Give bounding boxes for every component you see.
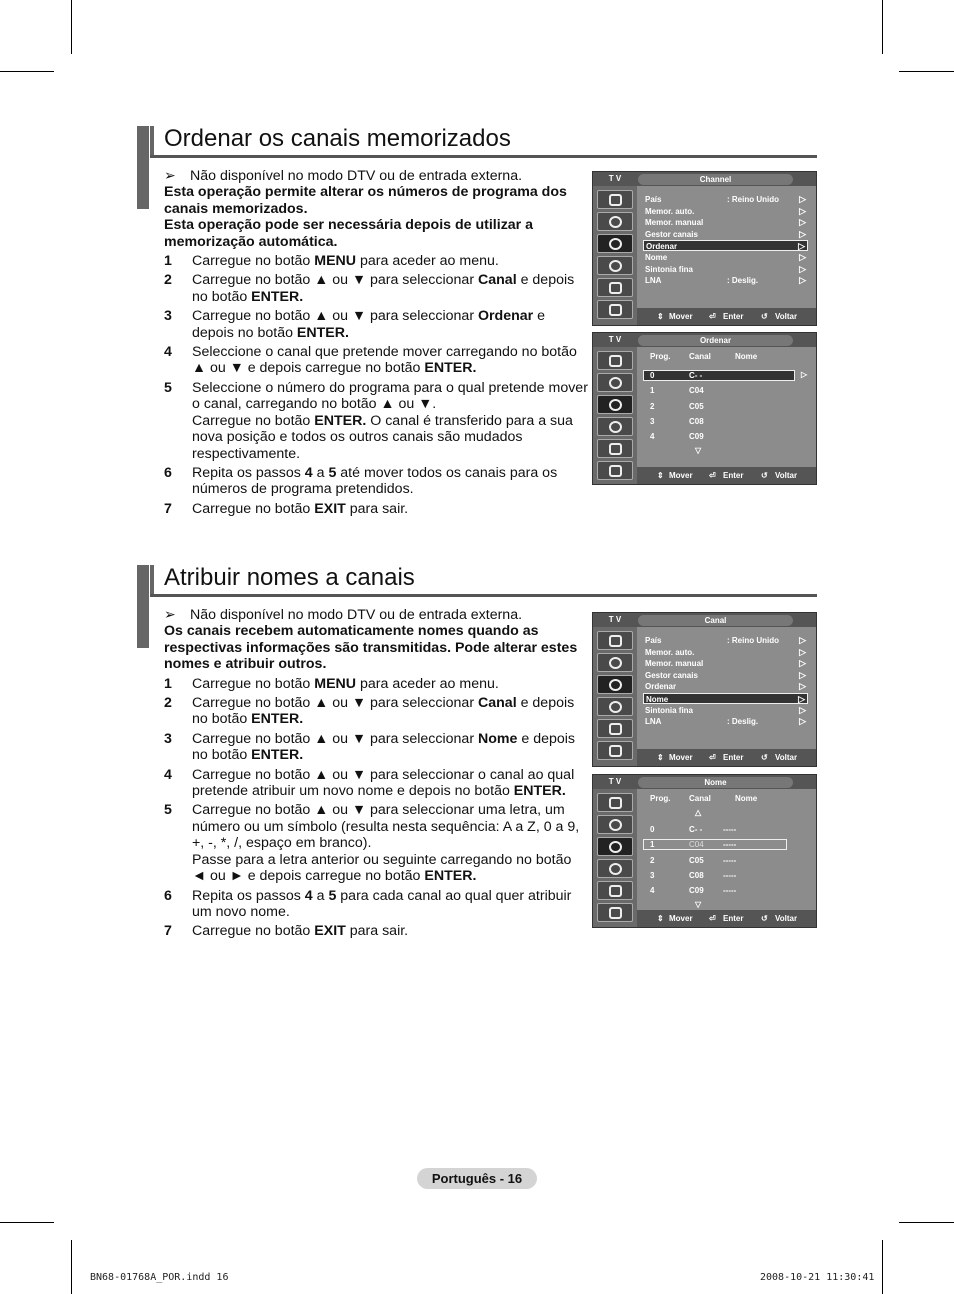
arrow-icon: ➢ [164,606,176,622]
section-bar [137,126,149,209]
setup-icon [597,859,633,878]
move-label: Mover [669,914,693,923]
osd-menu-item[interactable] [643,681,808,692]
arrow-right-icon: ▷ [799,716,806,727]
step-item [164,380,589,462]
slug-right: 2008-10-21 11:30:41 [760,1272,875,1283]
step-text: Carregue no botão ▲ ou ▼ para seleccionar Canal e depois no botão ENTER. [192,272,575,305]
step-item [164,731,589,764]
enter-label: Enter [723,312,744,321]
osd-nome: ----- [723,886,737,896]
crop-mark [71,0,72,54]
return-icon: ↺ [761,914,768,923]
back-label: Voltar [775,312,798,321]
osd-sidebar [593,789,637,927]
arrow-right-icon: ▷ [799,263,806,274]
enter-icon: ⏎ [709,312,716,321]
osd-tv-label: T V [608,615,622,624]
osd-menu-item[interactable] [643,194,808,205]
step-number: 5 [164,802,172,819]
arrow-right-icon: ▷ [801,370,808,379]
osd-tv-label: T V [608,335,622,344]
section-title: Atribuir nomes a canais [164,564,415,591]
crop-mark [0,1222,54,1223]
step-number: 1 [164,675,172,692]
osd-item-label: Memor. auto. [645,647,695,657]
osd-menu-item[interactable] [643,658,808,669]
arrow-right-icon: ▷ [799,646,806,657]
osd-column-header: Canal [689,794,711,803]
picture-icon [597,351,633,370]
arrow-right-icon: ▷ [799,681,806,692]
sound-icon [597,373,633,392]
arrow-icon: ➢ [164,167,176,183]
osd-item-label: Sintonia fina [645,705,693,715]
step-number: 6 [164,887,172,904]
osd-title: Ordenar [638,335,793,346]
enter-label: Enter [723,471,744,480]
note-text: Não disponível no modo DTV ou de entrada externa. [190,168,523,184]
return-icon: ↺ [761,471,768,480]
osd-prog: 0 [650,825,655,834]
step-number: 1 [164,253,172,270]
section-bar [150,565,154,597]
step-item [164,344,589,377]
crop-mark [899,1222,954,1223]
osd-prog: 2 [650,855,655,865]
step-number: 7 [164,500,172,517]
osd-canal[interactable]: C04 [689,386,704,396]
osd-item-label: Memor. manual [645,218,704,228]
osd-canal[interactable]: C05 [689,855,704,865]
sound-icon [597,212,633,231]
intro-text: Os canais recebem automaticamente nomes quando as respectivas informações são transmitidas. Pode alterar estes nomes e atribuir outros. [164,623,578,673]
setup-icon [597,697,633,716]
osd-menu-item[interactable] [643,240,808,251]
osd-item-label: Gestor canais [645,670,698,680]
arrow-right-icon: ▷ [799,658,806,669]
steps-list [164,253,589,517]
osd-menu-item[interactable] [643,264,808,275]
step-number: 7 [164,923,172,940]
return-icon: ↺ [761,753,768,762]
osd-prog: 0 [650,371,655,380]
scroll-down-icon: ▽ [695,899,702,909]
step-item [164,802,589,884]
note-text: Não disponível no modo DTV ou de entrada externa. [190,607,523,623]
section2-text [164,606,589,940]
step-item [164,767,589,800]
setup-icon [597,256,633,275]
osd-nome: ----- [723,855,737,865]
osd-column-header: Prog. [650,794,671,803]
osd-prog: 1 [650,386,655,396]
step-number: 3 [164,308,172,325]
arrow-right-icon: ▷ [799,205,806,216]
application-icon [597,903,633,922]
osd-canal[interactable]: C09 [689,432,704,442]
osd-item-label: LNA [645,717,662,727]
step-item [164,501,589,517]
arrow-right-icon: ▷ [799,669,806,680]
crop-mark [899,71,954,72]
step-text: Carregue no botão EXIT para sair. [192,923,409,940]
osd-sidebar [593,186,637,325]
step-item [164,888,589,921]
osd-ordenar-menu [592,332,817,485]
step-text: Carregue no botão ▲ ou ▼ para seleccionar Ordenar e depois no botão ENTER. [192,308,546,341]
channel-icon [597,675,633,694]
back-label: Voltar [775,471,798,480]
osd-nome: ----- [723,825,737,834]
osd-canal[interactable]: C08 [689,416,704,426]
note [164,606,589,623]
step-number: 4 [164,766,172,783]
move-icon: ⇕ [657,914,664,923]
move-icon: ⇕ [657,753,664,762]
osd-menu-item[interactable] [643,229,808,240]
section-title: Ordenar os canais memorizados [164,125,511,152]
step-number: 4 [164,344,172,361]
osd-list [637,627,816,749]
osd-item-label: Memor. auto. [645,206,695,216]
step-text: Seleccione o número do programa para o qual pretende mover o canal, carregando no botão ▲ ou ▼. Carregue no botão ENTER. O canal é transferido para a sua nova posição e todos os outros canais são mudados respectivamente. [192,379,588,462]
osd-item-label: Nome [645,253,668,262]
channel-icon [597,395,633,414]
picture-icon [597,190,633,209]
osd-canal[interactable]: C08 [689,870,704,880]
input-icon [597,278,633,297]
step-text: Carregue no botão MENU para aceder ao menu. [192,253,499,270]
application-icon [597,300,633,319]
move-icon: ⇕ [657,471,664,480]
picture-icon [597,793,633,812]
crop-mark [0,71,54,72]
step-text: Repita os passos 4 a 5 para cada canal ao qual quer atribuir um novo nome. [192,887,572,920]
osd-item-label: Nome [646,695,669,704]
osd-item-value: : Deslig. [727,717,759,727]
osd-menu-item[interactable] [643,647,808,658]
back-label: Voltar [775,753,798,762]
section-bar [137,565,149,648]
step-number: 2 [164,272,172,289]
channel-icon [597,234,633,253]
osd-canal[interactable]: C- - [689,825,703,834]
osd-menu-item[interactable] [643,206,808,217]
step-text: Seleccione o canal que pretende mover carregando no botão ▲ ou ▼ e depois carregue no botão ENTER. [192,344,577,377]
step-item [164,253,589,269]
osd-menu-item[interactable] [643,635,808,646]
step-item [164,676,589,692]
step-number: 6 [164,464,172,481]
step-text: Carregue no botão ▲ ou ▼ para seleccionar Nome e depois no botão ENTER. [192,730,576,764]
step-text: Carregue no botão MENU para aceder ao menu. [192,675,499,692]
arrow-right-icon: ▷ [799,252,806,262]
osd-item-label: Gestor canais [645,229,698,239]
input-icon [597,719,633,738]
return-icon: ↺ [761,312,768,321]
osd-nome: ----- [723,840,737,850]
osd-item-value: : Deslig. [727,276,759,286]
osd-menu-item[interactable] [643,705,808,716]
steps-list [164,676,589,940]
input-icon [597,439,633,458]
step-text: Repita os passos 4 a 5 até mover todos os canais para os números de programa pretendidos. [192,464,558,498]
osd-menu-item[interactable] [643,670,808,681]
osd-title: Nome [638,777,793,788]
osd-column-header: Nome [735,794,758,803]
move-label: Mover [669,312,693,321]
osd-item-label: LNA [645,276,662,286]
enter-icon: ⏎ [709,471,716,480]
page-label: Português - 16 [417,1168,537,1189]
step-text: Carregue no botão EXIT para sair. [192,500,409,517]
osd-prog: 4 [650,886,655,896]
osd-tv-label: T V [608,777,622,786]
osd-list [637,186,816,308]
step-item [164,272,589,305]
step-item [164,308,589,341]
enter-label: Enter [723,753,744,762]
scroll-up-icon: △ [695,808,702,817]
osd-prog: 2 [650,401,655,411]
osd-footer [637,910,816,927]
osd-nome-menu [592,774,817,928]
application-icon [597,741,633,760]
intro-text: Esta operação pode ser necessária depois de utilizar a memorização automática. [164,217,534,250]
osd-prog: 3 [650,416,655,426]
step-number: 5 [164,379,172,396]
section-bar [150,126,154,158]
arrow-right-icon: ▷ [799,704,806,715]
enter-label: Enter [723,914,744,923]
crop-mark [882,0,883,54]
osd-canal[interactable]: C- - [689,371,703,380]
osd-column-header: Prog. [650,352,671,361]
picture-icon [597,631,633,650]
osd-item-value: : Reino Unido [727,195,779,204]
osd-canal-menu [592,612,817,767]
osd-prog: 3 [650,870,655,880]
enter-icon: ⏎ [709,914,716,923]
osd-row-highlight [643,370,795,381]
move-icon: ⇕ [657,312,664,321]
setup-icon [597,417,633,436]
crop-mark [882,1240,883,1294]
osd-footer [637,467,816,484]
back-label: Voltar [775,914,798,923]
move-label: Mover [669,753,693,762]
osd-column-header: Nome [735,352,758,361]
osd-column-header: Canal [689,352,711,361]
osd-title: Canal [638,615,793,626]
osd-prog: 4 [650,432,655,442]
arrow-right-icon: ▷ [798,694,805,704]
osd-tv-label: T V [608,174,622,183]
osd-row-highlight [643,839,787,850]
section1-text [164,167,589,517]
osd-channel-menu [592,171,817,326]
osd-menu-item[interactable] [643,693,808,704]
crop-mark [71,1240,72,1294]
step-text: Carregue no botão ▲ ou ▼ para seleccionar uma letra, um número ou um símbolo (resulta nesta sequência: A a Z, 0 a 9, +, -, *, /, espaço em branco). Passe para a letra anterior ou seguinte carregando no botão ◄ ou ► e depois carregue no botão ENTER. [192,802,580,885]
osd-sidebar [593,347,637,484]
step-text: Carregue no botão ▲ ou ▼ para seleccionar o canal ao qual pretende atribuir um novo nome e depois no botão ENTER. [192,766,575,800]
osd-item-label: País [645,195,662,204]
osd-menu-item[interactable] [643,275,808,286]
osd-menu-item[interactable] [643,217,808,228]
osd-menu-item[interactable] [643,252,808,263]
note [164,167,589,184]
step-item [164,923,589,939]
slug-left: BN68-01768A_POR.indd 16 [90,1272,229,1283]
arrow-right-icon: ▷ [799,194,806,204]
arrow-right-icon: ▷ [799,635,806,645]
osd-nome: ----- [723,870,737,880]
move-label: Mover [669,471,693,480]
step-text: Carregue no botão ▲ ou ▼ para seleccionar Canal e depois no botão ENTER. [192,695,575,728]
osd-item-label: Ordenar [645,682,677,692]
osd-footer [637,308,816,325]
osd-prog: 1 [650,840,655,850]
osd-menu-item[interactable] [643,716,808,727]
scroll-down-icon: ▽ [695,445,702,455]
osd-footer [637,749,816,766]
osd-table [637,789,816,910]
channel-icon [597,837,633,856]
osd-canal[interactable]: C04 [689,840,704,850]
step-item [164,695,589,728]
osd-item-label: Ordenar [646,242,678,252]
osd-title: Channel [638,174,793,185]
osd-item-label: Memor. manual [645,659,704,669]
osd-canal[interactable]: C05 [689,401,704,411]
input-icon [597,881,633,900]
osd-table [637,347,816,467]
osd-sidebar [593,627,637,766]
arrow-right-icon: ▷ [799,228,806,239]
section-rule [150,594,817,597]
sound-icon [597,815,633,834]
step-item [164,465,589,498]
arrow-right-icon: ▷ [799,217,806,228]
step-number: 3 [164,730,172,747]
osd-item-label: País [645,636,662,645]
step-number: 2 [164,695,172,712]
enter-icon: ⏎ [709,753,716,762]
arrow-right-icon: ▷ [798,241,805,252]
osd-canal[interactable]: C09 [689,886,704,896]
application-icon [597,461,633,480]
intro-text: Esta operação permite alterar os números de programa dos canais memorizados. [164,184,567,217]
osd-item-label: Sintonia fina [645,264,693,274]
osd-item-value: : Reino Unido [727,636,779,645]
sound-icon [597,653,633,672]
section-rule [150,155,817,158]
arrow-right-icon: ▷ [799,275,806,286]
